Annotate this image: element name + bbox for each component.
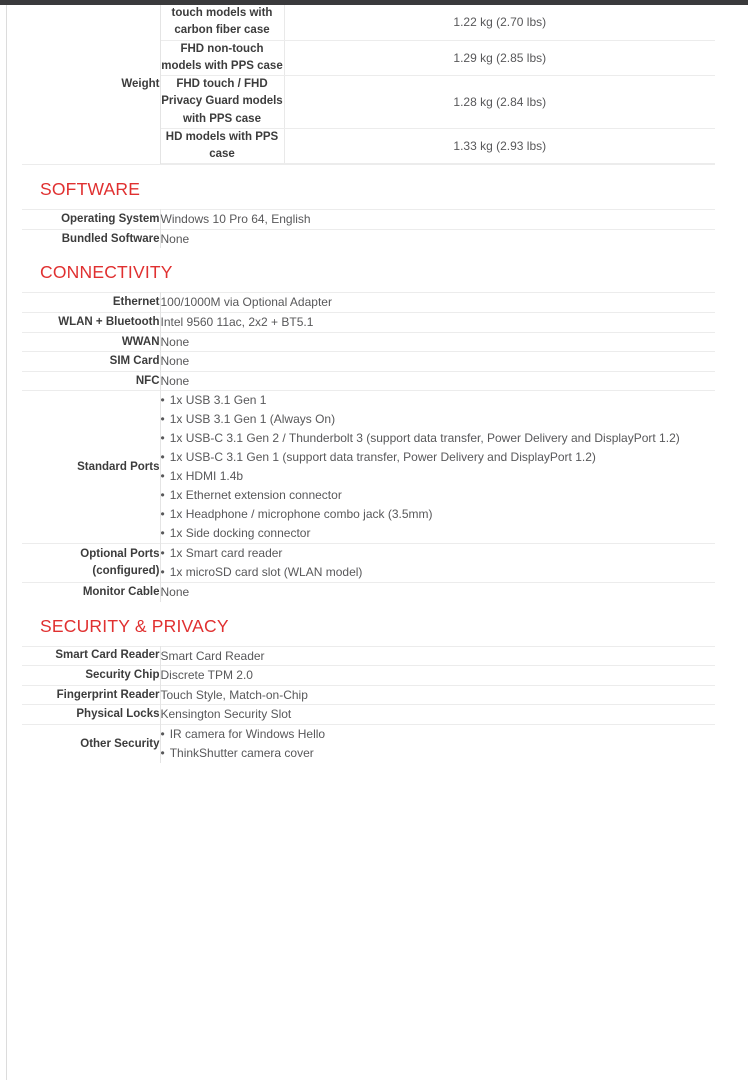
spec-label: Standard Ports (22, 391, 160, 544)
spec-table (22, 209, 715, 248)
table-row (22, 646, 715, 666)
weight-value: 1.22 kg (2.70 lbs) (284, 5, 715, 40)
weight-variant-row (22, 5, 715, 40)
spec-label: WLAN + Bluetooth (22, 313, 160, 333)
list-item: • 1x microSD card slot (WLAN model) (161, 563, 716, 582)
spec-bullet-list (161, 391, 716, 543)
table-row (22, 293, 715, 313)
spec-bullet-list (161, 544, 716, 582)
list-item: • 1x USB 3.1 Gen 1 (161, 391, 716, 410)
list-item: • 1x Side docking connector (161, 524, 716, 543)
table-row (22, 685, 715, 705)
spec-table (22, 292, 715, 601)
weight-variant-label: FHD non-touch models with PPS case (160, 40, 284, 76)
list-item: • ThinkShutter camera cover (161, 744, 716, 763)
weight-variant-label: HD models with PPS case (160, 128, 284, 164)
list-item: • 1x HDMI 1.4b (161, 467, 716, 486)
list-item: • 1x USB-C 3.1 Gen 2 / Thunderbolt 3 (support data transfer, Power Delivery and DisplayPort 1.2) (161, 429, 716, 448)
list-item: • IR camera for Windows Hello (161, 725, 716, 744)
spec-label: Physical Locks (22, 705, 160, 725)
list-item: • 1x Ethernet extension connector (161, 486, 716, 505)
spec-value: None (160, 229, 715, 248)
spec-value: 100/1000M via Optional Adapter (160, 293, 715, 313)
table-row (22, 332, 715, 352)
spec-value: Intel 9560 11ac, 2x2 + BT5.1 (160, 313, 715, 333)
weight-block (22, 5, 715, 165)
spec-label: Other Security (22, 724, 160, 762)
weight-variant-label: touch models with carbon fiber case (160, 5, 284, 40)
spec-value: None (160, 582, 715, 601)
spec-value: None (160, 332, 715, 352)
spec-table (22, 646, 715, 763)
spec-sections (22, 165, 715, 763)
spec-label: Bundled Software (22, 229, 160, 248)
list-item: • 1x Headphone / microphone combo jack (3.5mm) (161, 505, 716, 524)
spec-label: WWAN (22, 332, 160, 352)
spec-value (160, 544, 715, 583)
weight-value: 1.28 kg (2.84 lbs) (284, 76, 715, 129)
spec-label: Ethernet (22, 293, 160, 313)
table-row (22, 666, 715, 686)
spec-value: Smart Card Reader (160, 646, 715, 666)
spec-value: None (160, 371, 715, 391)
spec-label: Monitor Cable (22, 582, 160, 601)
table-row (22, 371, 715, 391)
list-item: • 1x USB-C 3.1 Gen 1 (support data transfer, Power Delivery and DisplayPort 1.2) (161, 448, 716, 467)
table-row (22, 210, 715, 230)
spec-value: Discrete TPM 2.0 (160, 666, 715, 686)
spec-value: Kensington Security Slot (160, 705, 715, 725)
spec-value (160, 724, 715, 762)
spec-label: SIM Card (22, 352, 160, 372)
table-row (22, 229, 715, 248)
spec-value: Touch Style, Match-on-Chip (160, 685, 715, 705)
spec-label: Operating System (22, 210, 160, 230)
weight-label: Weight (22, 5, 160, 164)
list-item: • 1x USB 3.1 Gen 1 (Always On) (161, 410, 716, 429)
spec-value: Windows 10 Pro 64, English (160, 210, 715, 230)
spec-label: Optional Ports (configured) (22, 544, 160, 583)
table-row (22, 313, 715, 333)
table-row (22, 544, 715, 583)
weight-table (22, 5, 715, 164)
section-header: SECURITY & PRIVACY (40, 615, 229, 636)
spec-label: NFC (22, 371, 160, 391)
spec-bullet-list (161, 725, 716, 763)
section-header: CONNECTIVITY (40, 262, 173, 283)
list-item: • 1x Smart card reader (161, 544, 716, 563)
table-row (22, 724, 715, 762)
weight-value: 1.29 kg (2.85 lbs) (284, 40, 715, 76)
spec-value (160, 391, 715, 544)
spec-label: Security Chip (22, 666, 160, 686)
weight-variant-label: FHD touch / FHD Privacy Guard models with PPS case (160, 76, 284, 129)
spec-label: Fingerprint Reader (22, 685, 160, 705)
spec-value: None (160, 352, 715, 372)
spec-content (0, 5, 748, 763)
weight-value: 1.33 kg (2.93 lbs) (284, 128, 715, 164)
spec-label: Smart Card Reader (22, 646, 160, 666)
table-row (22, 582, 715, 601)
section-header: SOFTWARE (40, 179, 141, 200)
table-row (22, 352, 715, 372)
table-row (22, 391, 715, 544)
table-row (22, 705, 715, 725)
